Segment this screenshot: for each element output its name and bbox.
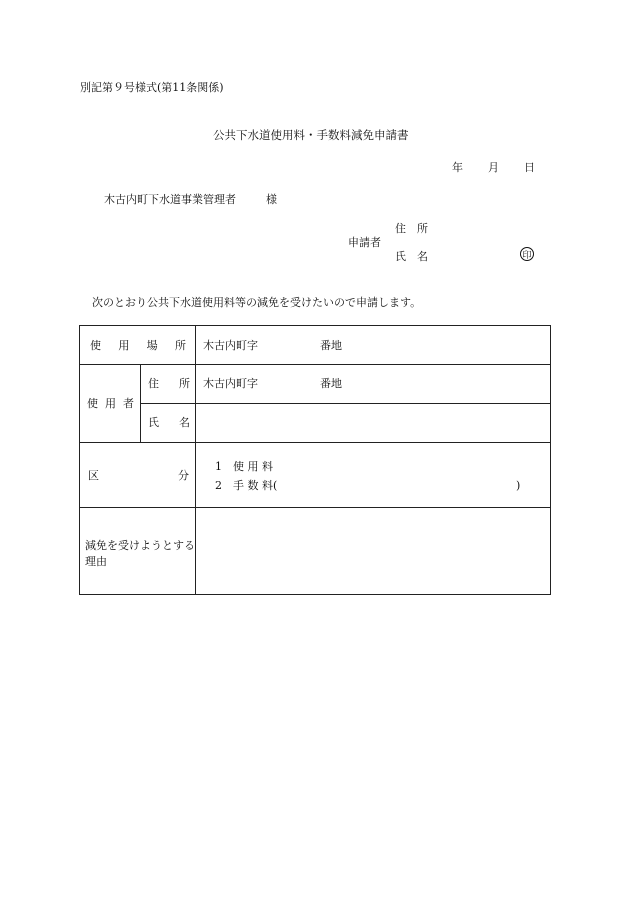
application-table (79, 325, 551, 595)
date-month-label: 月 (488, 161, 499, 174)
user-name-label: 氏 名 (148, 416, 190, 429)
usage-place-label: 使 用 場 所 (90, 339, 186, 352)
row-divider (80, 364, 550, 365)
date-day-label: 日 (524, 161, 535, 174)
user-address-town: 木古内町字 (203, 377, 258, 390)
user-address-label: 住 所 (148, 377, 190, 390)
document-title: 公共下水道使用料・手数料減免申請書 (213, 128, 409, 142)
addressee-name: 木古内町下水道事業管理者 (104, 193, 236, 206)
intro-text: 次のとおり公共下水道使用料等の減免を受けたいので申請します。 (92, 296, 422, 309)
reason-label: 減免を受けようとする理由 (85, 539, 195, 568)
usage-place-banchi: 番地 (320, 339, 342, 352)
applicant-address-label: 住 所 (395, 222, 428, 235)
column-divider (195, 326, 196, 594)
addressee (104, 193, 277, 206)
applicant-label: 申請者 (348, 236, 381, 249)
row-divider (80, 507, 550, 508)
category-option-usage-fee: 1 使 用 料 (215, 460, 273, 473)
seal-mark: 印 (520, 247, 534, 261)
form-number-label: 別記第９号様式(第11条関係) (80, 81, 224, 94)
category-option-handling-fee: 2 手 数 料( (215, 479, 278, 492)
category-label: 区 分 (88, 469, 189, 482)
date-year-label: 年 (452, 161, 463, 174)
category-option-close-paren: ) (516, 479, 521, 492)
user-label: 使 用 者 (87, 397, 134, 410)
row-divider (140, 403, 550, 404)
addressee-honorific: 様 (266, 193, 277, 206)
user-address-banchi: 番地 (320, 377, 342, 390)
row-divider (80, 442, 550, 443)
column-divider (140, 364, 141, 442)
applicant-name-label: 氏 名 (395, 250, 428, 263)
usage-place-town: 木古内町字 (203, 339, 258, 352)
